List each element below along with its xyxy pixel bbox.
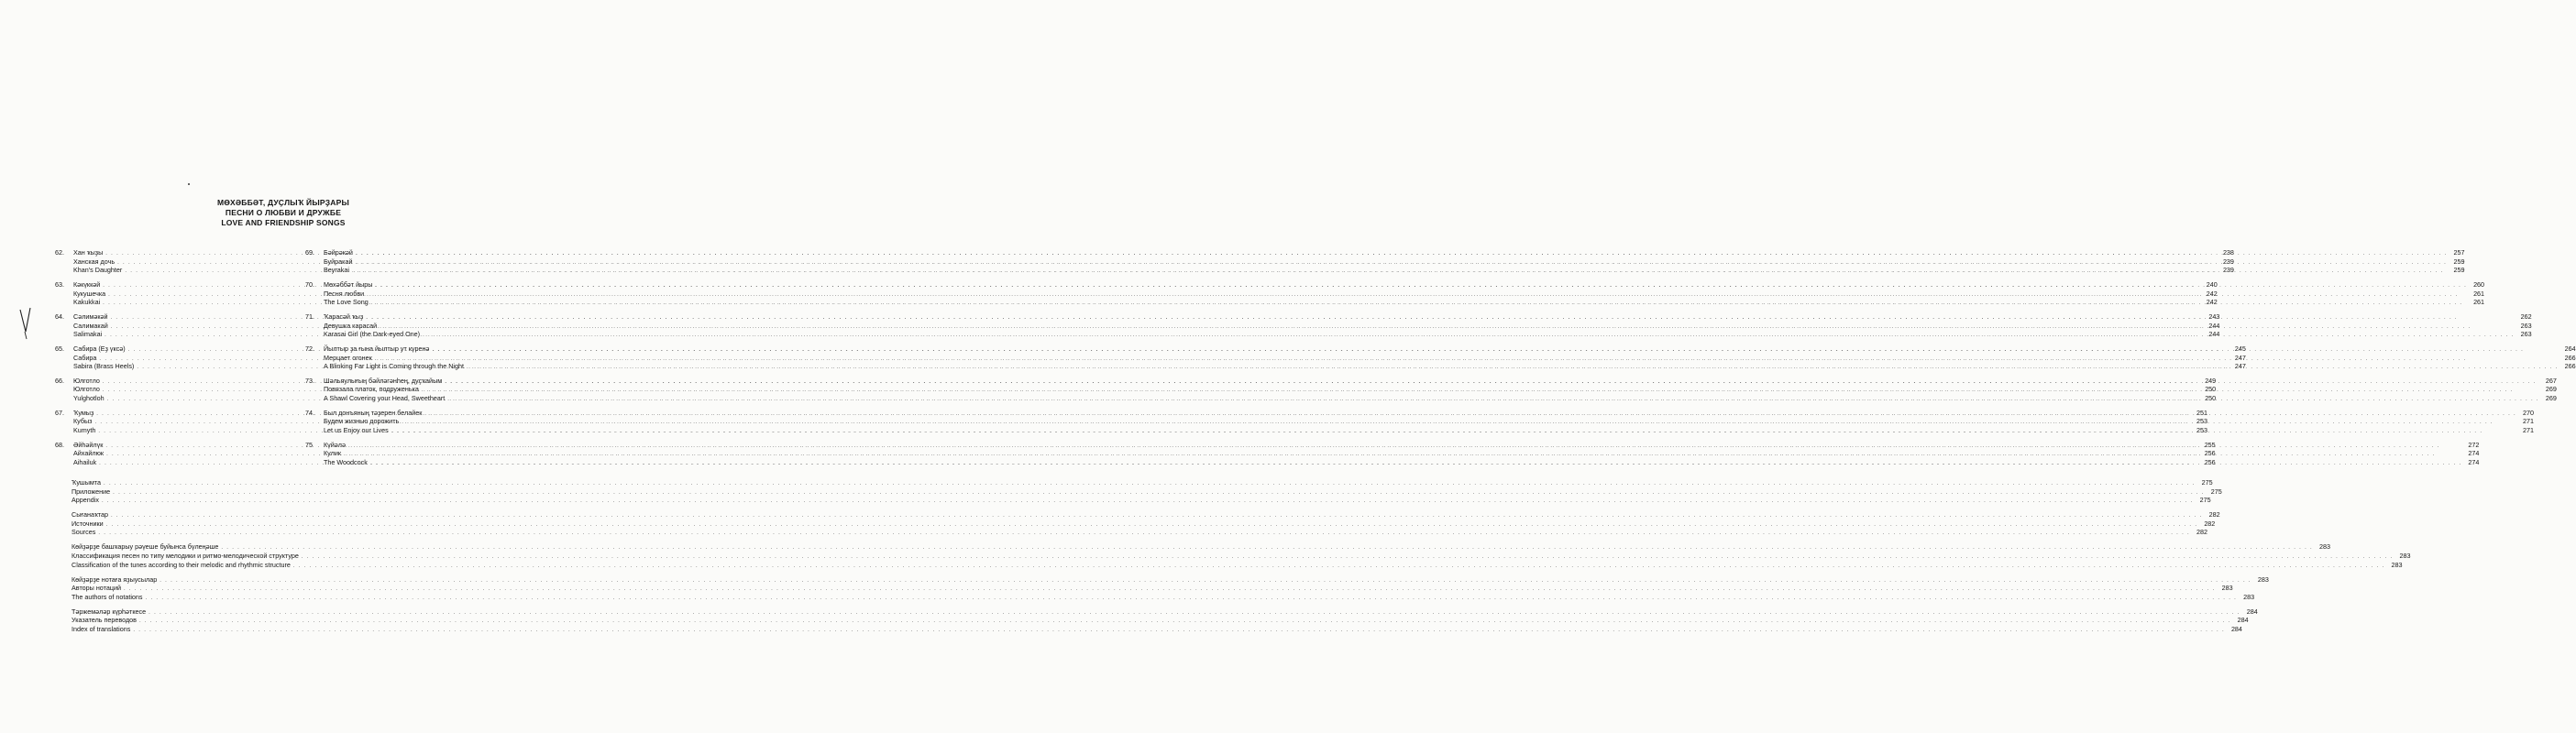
page-number: 274 <box>2468 449 2480 458</box>
page-number: 262 <box>2520 312 2532 321</box>
toc-line <box>324 458 2479 467</box>
entry-title: Index of translations <box>72 624 131 633</box>
dot-leader <box>133 627 2225 636</box>
heading-russian: ПЕСНИ О ЛЮБВИ И ДРУЖБЕ <box>225 208 342 217</box>
page-number: 271 <box>2523 426 2535 435</box>
entry-title: Источники <box>72 519 104 528</box>
dot-leader <box>302 553 2394 563</box>
section-heading <box>0 198 541 228</box>
entry-title: Appendix <box>72 496 99 505</box>
toc-line <box>324 312 2532 322</box>
page-number: 284 <box>2237 616 2249 625</box>
toc-line <box>324 345 2576 354</box>
page-number: 239 <box>2222 266 2234 275</box>
entry-title: Сабира (Еҙ үксә) <box>73 344 126 353</box>
dot-leader <box>380 323 2515 333</box>
page-number: 283 <box>2318 542 2330 552</box>
page-number: 282 <box>2208 510 2220 520</box>
entry-title: Авторы нотаций <box>72 584 121 593</box>
dot-leader <box>160 577 2251 586</box>
page-number: 269 <box>2545 385 2557 394</box>
entry-number: 65. <box>55 344 64 353</box>
dot-leader <box>445 378 2539 388</box>
dot-leader <box>111 512 2203 521</box>
entry-title: Karasai Girl (the Dark-eyed One) <box>324 330 421 339</box>
dot-leader <box>104 480 2196 489</box>
page-number: 253 <box>2196 417 2207 426</box>
toc-line <box>324 322 2532 331</box>
dot-leader <box>402 419 2516 428</box>
entry-number: 75 <box>305 440 313 449</box>
toc-line <box>324 441 2479 450</box>
heading-bashkir: МӨХӘББӘТ, ДУҪЛЫҠ ЙЫРҘАРЫ <box>216 198 350 207</box>
dot-leader <box>98 530 2190 539</box>
index-group <box>72 607 2258 634</box>
index-line <box>72 528 2207 537</box>
index-line <box>72 542 2330 552</box>
entry-number: 74. <box>305 408 314 417</box>
page-number: 259 <box>2453 257 2465 266</box>
index-line <box>72 607 2258 617</box>
entry-title: Yulghotloh <box>73 394 105 403</box>
index-group <box>72 542 2411 569</box>
index-group <box>72 478 2222 505</box>
page-number: 283 <box>2243 592 2255 601</box>
dot-leader <box>367 291 2467 301</box>
entry-title: Кулик <box>324 449 341 458</box>
entry-title: Aihailuk <box>73 458 97 466</box>
dot-leader <box>124 585 2216 595</box>
dot-leader <box>113 489 2205 498</box>
entry-title: Сәлимәкәй <box>73 312 108 321</box>
index-line <box>72 487 2222 497</box>
page-number: 255 <box>2204 440 2216 449</box>
toc-line <box>324 280 2484 290</box>
page-number: 275 <box>2201 478 2213 487</box>
page-number: 256 <box>2204 458 2216 466</box>
toc-line <box>324 426 2534 435</box>
toc-line <box>324 290 2484 299</box>
page-number: 242 <box>2206 289 2218 298</box>
entry-title: Песня любви <box>324 289 365 298</box>
index-line <box>72 616 2249 625</box>
index-line <box>72 496 2211 505</box>
entry-title: Приложение <box>72 487 111 496</box>
entry-number: 67. <box>55 408 64 417</box>
entry-number: 62. <box>55 248 64 257</box>
entry-number: 70. <box>305 279 314 289</box>
entry-title: Салимакай <box>73 321 108 330</box>
entry-title: Йылтыр ҙа ғына йылтыр ут күренә <box>324 344 430 353</box>
entry-title: Сабира <box>73 353 97 362</box>
toc-line <box>324 385 2557 394</box>
entry-title: Шәльяулығың бәйләгәнһең, дуҫҡайым <box>324 376 443 385</box>
dot-leader <box>139 618 2231 627</box>
index-line <box>72 551 2411 561</box>
index-line <box>72 592 2255 602</box>
entry-title: The Woodcock <box>324 458 368 466</box>
page-number: 266 <box>2564 353 2576 362</box>
entry-title: Ҡумыҙ <box>73 408 94 417</box>
entry-title: Мөхәббәт йыры <box>324 279 373 289</box>
page-number: 282 <box>2196 528 2207 537</box>
page-number: 253 <box>2196 426 2207 435</box>
page-number: 250 <box>2205 394 2217 403</box>
dot-leader <box>146 595 2238 604</box>
page-number: 267 <box>2545 376 2557 385</box>
dot-leader <box>221 544 2313 553</box>
page-number: 251 <box>2196 408 2207 417</box>
entry-title: Буйракай <box>324 257 353 266</box>
toc-line <box>324 354 2576 363</box>
index-line <box>72 574 2269 585</box>
entry-number: 64. <box>55 312 64 321</box>
dot-leader <box>106 521 2198 531</box>
dot-leader <box>149 609 2240 618</box>
entry-title: Salimakai <box>73 330 103 339</box>
page-number: 272 <box>2468 440 2480 449</box>
entry-number: 68. <box>55 440 64 449</box>
entry-title: The authors of notations <box>72 592 143 601</box>
page-number: 259 <box>2453 266 2465 275</box>
index-line <box>72 519 2216 529</box>
entry-title: A Shawl Covering your Head, Sweetheart <box>324 394 446 403</box>
page-number: 245 <box>2234 344 2246 353</box>
entry-title: Девушка карасай <box>324 321 378 330</box>
page-number: 261 <box>2473 298 2485 307</box>
page-number: 256 <box>2204 449 2216 458</box>
entry-title: Classification of the tunes according to their melodic and rhythmic structure <box>72 560 291 569</box>
page-number: 260 <box>2473 279 2485 289</box>
entry-title: Был донъяның тәҙерен белайек <box>324 408 423 417</box>
page-number: 243 <box>2208 312 2220 321</box>
entry-title: Ҡарасәй ҡыҙ <box>324 312 364 321</box>
entry-title: Повязала платок, подруженька <box>324 385 419 394</box>
page-number: 270 <box>2523 408 2535 417</box>
dot-leader <box>375 279 2467 291</box>
page-number: 263 <box>2520 330 2532 339</box>
ink-dot <box>188 183 190 185</box>
page-number: 257 <box>2453 248 2465 257</box>
toc-line <box>324 257 2465 267</box>
dot-leader <box>371 300 2467 309</box>
index-line <box>72 624 2242 634</box>
page-number: 271 <box>2523 417 2535 426</box>
dot-leader <box>352 268 2448 277</box>
page-number: 261 <box>2473 289 2485 298</box>
dot-leader <box>423 332 2515 341</box>
dot-leader <box>422 387 2539 396</box>
toc-line <box>324 362 2576 371</box>
page-number: 283 <box>2391 560 2403 569</box>
appendix-index <box>72 478 2411 640</box>
toc-line <box>324 409 2534 418</box>
entry-title: Кубыз <box>73 417 93 426</box>
entry-title: Әйһәйлүк <box>73 440 104 449</box>
entry-title: Көйҙәрҙе нотаға яҙыусылар <box>72 574 158 584</box>
toc-line <box>324 449 2479 458</box>
entry-title: Ҡушымта <box>72 478 102 487</box>
entry-title: Хан ҡыҙы <box>73 248 104 257</box>
page-number: 249 <box>2205 376 2217 385</box>
page-number: 283 <box>2257 574 2269 584</box>
index-group <box>72 510 2220 537</box>
toc-line <box>324 417 2534 426</box>
entry-title: Сығанаҡтар <box>72 510 108 520</box>
entry-title: Тәржемәләр күрһәткесе <box>72 607 147 616</box>
entry-title: Let us Enjoy our Lives <box>324 426 389 435</box>
entry-title: Кәкүккәй <box>73 279 101 289</box>
page-number: 275 <box>2210 487 2222 496</box>
page-number: 247 <box>2234 362 2246 371</box>
entry-number: 66. <box>55 376 64 385</box>
entry-title: Khan's Daughter <box>73 266 123 275</box>
page-number: 284 <box>2246 607 2258 616</box>
dot-leader <box>432 346 2558 356</box>
page-number: 239 <box>2222 257 2234 266</box>
dot-leader <box>355 259 2447 268</box>
entry-title: Күйәлә <box>324 440 346 449</box>
entry-title: Кукушечка <box>73 289 106 298</box>
entry-number: 69. <box>305 248 314 257</box>
toc-line <box>324 377 2557 386</box>
page-number: 282 <box>2204 519 2216 528</box>
dot-leader <box>293 563 2385 572</box>
page-number: 238 <box>2222 248 2234 257</box>
dot-leader <box>344 451 2461 460</box>
heading-english: LOVE AND FRIENDSHIP SONGS <box>221 218 346 227</box>
entry-title: Указатель переводов <box>72 616 137 625</box>
entry-title: The Love Song <box>324 298 369 307</box>
entry-title: Будем жизнью дорожить <box>324 417 400 426</box>
toc-line <box>324 248 2465 257</box>
page-number: 242 <box>2206 298 2218 307</box>
entry-title: Классификация песен по типу мелодики и ритмо-мелодической структуре <box>72 551 299 560</box>
dot-leader <box>447 396 2539 405</box>
index-line <box>72 560 2403 570</box>
dot-leader <box>366 314 2514 323</box>
entry-title: Көйҙәрҙе башҡарыу рәүеше буйынса бүлеңәше <box>72 542 219 552</box>
dot-leader <box>391 428 2516 437</box>
dot-leader <box>102 498 2194 507</box>
entry-title: Beyrakai <box>324 266 349 275</box>
page-number: 240 <box>2206 279 2218 289</box>
page-number: 274 <box>2468 458 2480 466</box>
page-number: 283 <box>2221 584 2233 593</box>
toc-line <box>324 266 2465 275</box>
dot-leader <box>348 440 2461 452</box>
toc-line <box>324 394 2557 403</box>
toc-line <box>324 330 2532 339</box>
dot-leader <box>424 410 2516 420</box>
page-number: 263 <box>2520 321 2532 330</box>
entry-number: 72. <box>305 344 314 353</box>
entry-number: 71. <box>305 312 314 321</box>
index-line <box>72 584 2233 593</box>
entry-title: Sabira (Brass Heels) <box>73 362 135 371</box>
entry-title: Kumyth <box>73 426 96 435</box>
toc-line <box>324 298 2484 307</box>
dot-leader <box>370 460 2462 469</box>
index-line <box>72 478 2213 487</box>
page-number: 264 <box>2564 344 2576 353</box>
entry-title: Kakukkai <box>73 298 101 307</box>
dot-leader <box>375 353 2559 365</box>
entry-title: Мерцает огонек <box>324 353 372 362</box>
page-number: 247 <box>2234 353 2246 362</box>
index-group <box>72 574 2269 602</box>
page-number: 266 <box>2564 362 2576 371</box>
dot-leader <box>467 364 2559 373</box>
pen-check-mark <box>18 304 37 341</box>
entry-number: 63. <box>55 279 64 289</box>
entry-title: A Blinking Far Light is Coming through the Night <box>324 362 465 371</box>
page-number: 275 <box>2199 496 2211 505</box>
entry-number: 73. <box>305 376 314 385</box>
entry-title: Юлготло <box>73 376 100 385</box>
entry-title: Ханская дочь <box>73 257 116 266</box>
entry-title: Юлготло <box>73 385 100 394</box>
index-line <box>72 510 2220 520</box>
dot-leader <box>356 250 2448 259</box>
entry-title: Бәйрәкәй <box>324 248 353 257</box>
entry-title: Айхайлюк <box>73 449 105 458</box>
page-number: 250 <box>2205 385 2217 394</box>
page-number: 244 <box>2208 330 2220 339</box>
page-number: 244 <box>2208 321 2220 330</box>
page-number: 269 <box>2545 394 2557 403</box>
page-number: 284 <box>2230 624 2242 633</box>
entry-title: Sources <box>72 528 96 537</box>
page-number: 283 <box>2399 551 2411 560</box>
